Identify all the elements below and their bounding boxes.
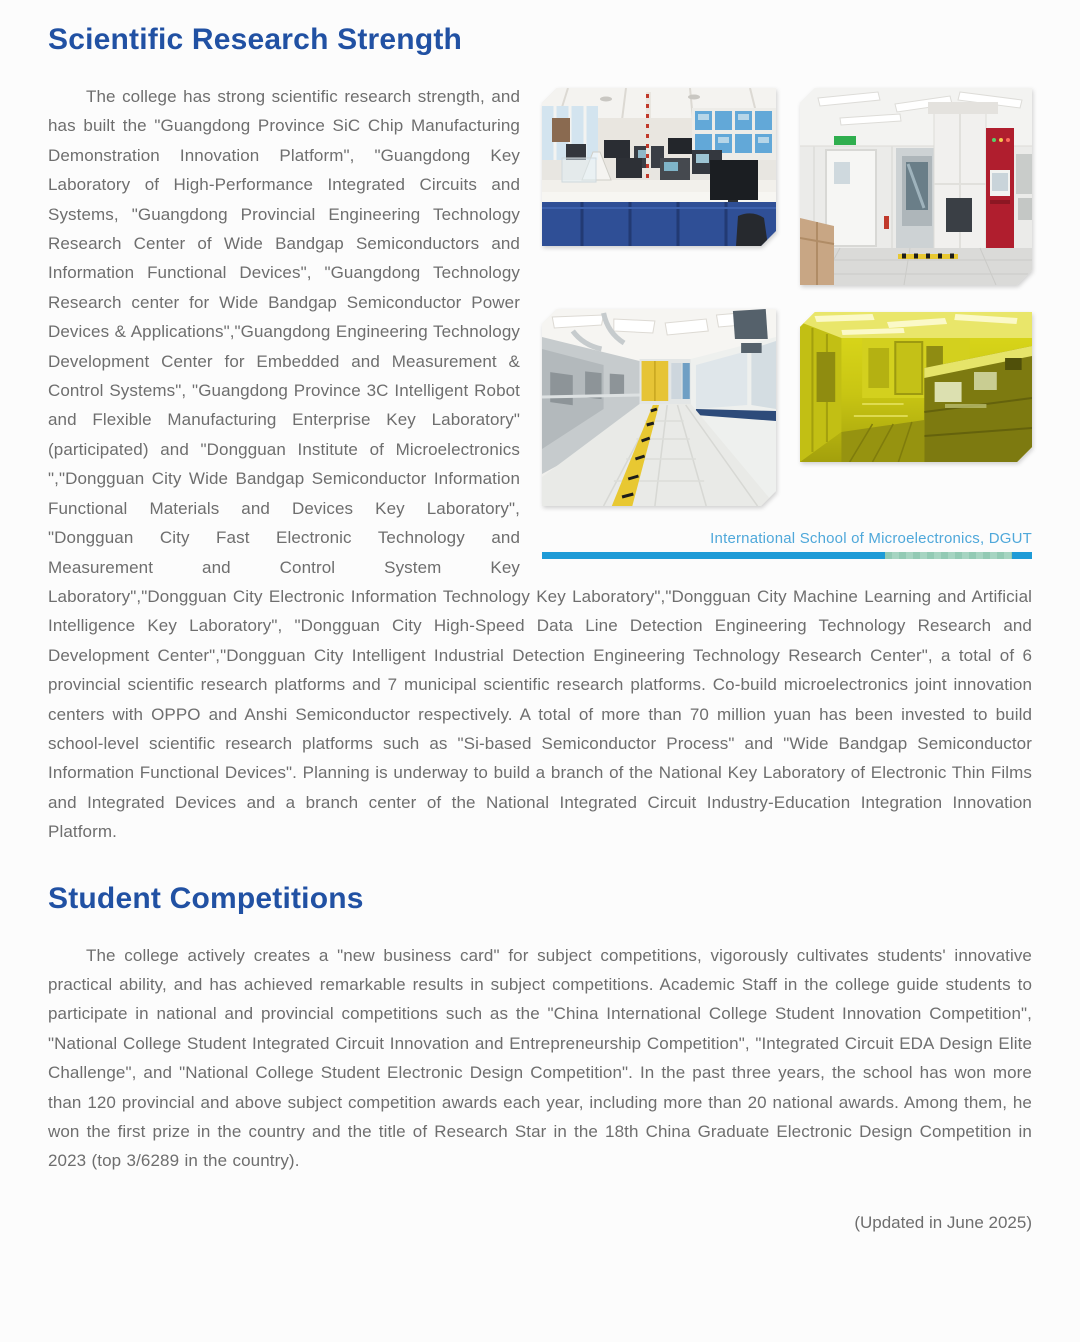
photo-figure	[542, 88, 1032, 559]
photo-cleanroom-equipment-room	[800, 88, 1032, 285]
research-section-title: Scientific Research Strength	[48, 23, 463, 56]
bar-blue-segment	[542, 552, 885, 559]
research-paragraph: The college has strong scientific research strength, and has built the "Guangdong Province SiC Chip Manufacturing Demonstration Innovation Platform", "Guangdong Key Laboratory of High-Performance Integrated Circuits and Systems, "Guangdong Provincial Engineering Technology Research Center of Wide Bandgap Semiconductors and Information Functional Devices", "Guangdong Technology Research center for Wide Bandgap Semiconductor Power Devices & Applications","Guangdong Engineering Technology Development Center for Embedded and Measurement & Control Systems", "Guangdong Province 3C Intelligent Robot and Flexible Manufacturing Enterprise Key Laboratory" (participated) and "Dongguan Institute of Microelectronics ","Dongguan City Wide Bandgap Semiconductor Information Functional Materials and Devices Key Laboratory", "Dongguan City Fast Electronic Technology and Measurement and Control System Key Laboratory","Dongguan City Electronic Information Technology Key Laboratory","Dongguan City Machine Learning and Artificial Intelligence Key Laboratory", "Dongguan City High-Speed Data Line Detection Engineering Technology Research and Development Center","Dongguan City Intelligent Industrial Detection Engineering Technology Research Center", a total of 6 provincial scientific research platforms and 7 municipal scientific research platforms. Co-build microelectronics joint innovation centers with OPPO and Anshi Semiconductor respectively. A total of more than 70 million yuan has been invested to build school-level scientific research platforms such as "Si-based Semiconductor Process" and "Wide Bandgap Semiconductor Information Functional Devices". Planning is underway to build a branch of the National Key Laboratory of Electronic Thin Films and Integrated Devices and a branch center of the National Integrated Circuit Industry-Education Integration Innovation Platform.	[48, 87, 1032, 842]
updated-note: (Updated in June 2025)	[854, 1212, 1032, 1232]
bar-teal-segment	[885, 552, 1012, 559]
research-section-body	[48, 82, 1032, 847]
photo-lithography-yellow-room	[800, 312, 1032, 462]
competitions-section-title: Student Competitions	[48, 881, 364, 915]
photo-cleanroom-corridor	[542, 309, 776, 506]
caption-underline-bar	[542, 552, 1032, 559]
photo-electronics-lab	[542, 88, 776, 246]
photo-grid	[542, 88, 1032, 506]
bar-blue-end-segment	[1012, 552, 1032, 559]
photo-caption: International School of Microelectronics, DGUT	[710, 530, 1032, 547]
competitions-paragraph: The college actively creates a "new business card" for subject competitions, vigorously cultivates students' innovative practical ability, and has achieved remarkable results in subject competitions. Academic Staff in the college guide students to participate in national and provincial competitions such as the "China International College Student Innovation Competition", "National College Student Integrated Circuit Innovation and Entrepreneurship Competition", "Integrated Circuit EDA Design Elite Challenge", and "National College Student Electronic Design Competition". In the past three years, the school has won more than 120 provincial and above subject competition awards each year, including more than 20 national awards. Among them, he won the first prize in the country and the title of Research Star in the 18th China Graduate Electronic Design Competition in 2023 (top 3/6289 in the country).	[48, 945, 1032, 1171]
